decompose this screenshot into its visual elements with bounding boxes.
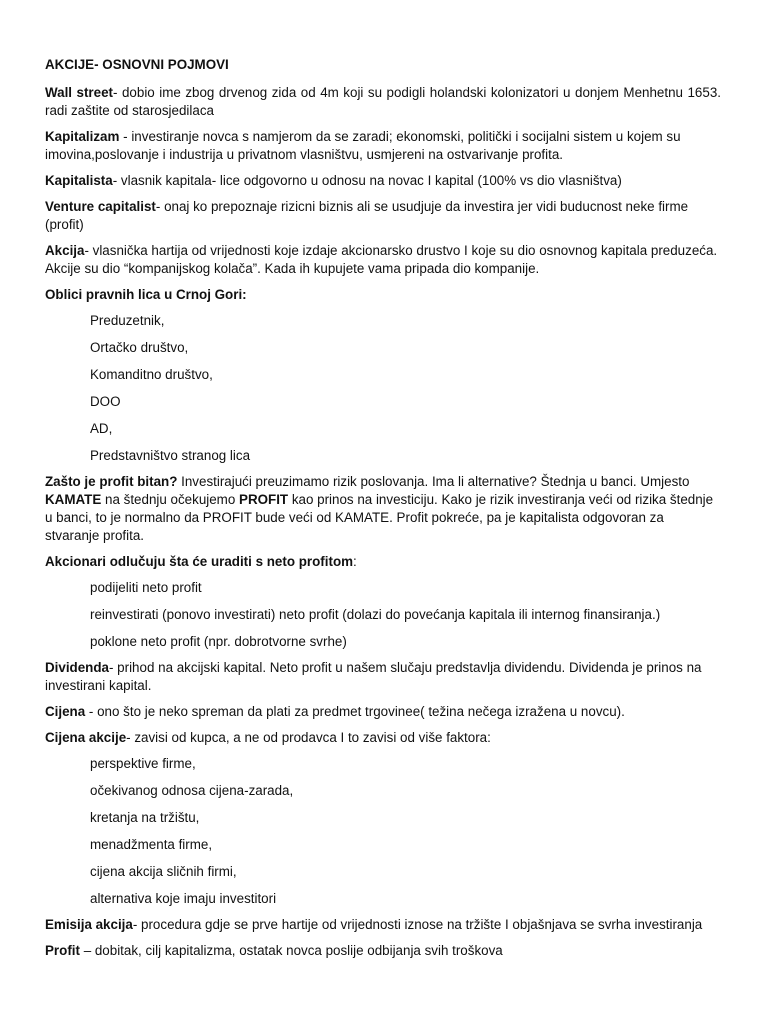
definition-kapitalista: - vlasnik kapitala- lice odgovorno u odnosu na novac I kapital (100% vs dio vlasništva)	[112, 173, 622, 188]
definition-wall-street: - dobio ime zbog drvenog zida od 4m koji su podigli holandski kolonizatori u donjem Menhetnu 1653. radi zaštite od starosjedilaca	[45, 85, 721, 118]
definition-kapitalizam: - investiranje novca s namjerom da se zaradi; ekonomski, politički i socijalni sistem u kojem su imovina,poslovanje i industrija u privatnom vlasništvu, usmjereni na ostvarivanje profita.	[45, 129, 681, 162]
definition-emisija: - procedura gdje se prve hartije od vrijednosti iznose na tržište I objašnjava se svrha investiranja	[132, 917, 703, 932]
list-item: menadžmenta firme,	[90, 837, 213, 852]
paragraph-cijena-akcije	[45, 729, 721, 747]
profit-bitan-text-3: kao prinos na investiciju. Kako je rizik investiranja veći od rizika štednje u banci, to je normalno da PROFIT bude veći od KAMATE. Profit pokreće, pa je kapitalista odgovoran za stvaranje profita.	[45, 492, 714, 543]
profit-bitan-profit: PROFIT	[239, 492, 289, 507]
list-item: DOO	[90, 394, 121, 409]
paragraph-profit	[45, 942, 721, 960]
heading-oblici	[45, 286, 721, 304]
term-dividenda: Dividenda	[45, 660, 109, 675]
definition-akcija: - vlasnička hartija od vrijednosti koje izdaje akcionarsko drustvo I koje su dio osnovnog kapitala preduzeća. Akcije su dio “kompanijskog kolača”. Kada ih kupujete vama pripada dio kompanije.	[45, 243, 718, 276]
term-emisija: Emisija akcija	[45, 917, 133, 932]
paragraph-kapitalizam	[45, 128, 721, 164]
paragraph-akcija	[45, 242, 721, 278]
list-oblici	[45, 312, 721, 465]
paragraph-kapitalista	[45, 172, 721, 190]
list-item: Komanditno društvo,	[90, 367, 213, 382]
definition-profit: – dobitak, cilj kapitalizma, ostatak novca poslije odbijanja svih troškova	[79, 943, 503, 958]
definition-venture: - onaj ko prepoznaje rizicni biznis ali se usudjuje da investira jer vidi buducnost neke firme (profit)	[45, 199, 689, 232]
term-kapitalizam: Kapitalizam	[45, 129, 120, 144]
profit-bitan-text-2: na štednju očekujemo	[101, 492, 240, 507]
profit-bitan-kamate: KAMATE	[45, 492, 102, 507]
term-akcija: Akcija	[45, 243, 85, 258]
paragraph-cijena	[45, 703, 721, 721]
list-item: cijena akcija sličnih firmi,	[90, 864, 237, 879]
list-akcionari	[45, 579, 721, 651]
definition-cijena: - ono što je neko spreman da plati za predmet trgovinee( težina nečega izražena u novcu).	[85, 704, 625, 719]
list-item: očekivanog odnosa cijena-zarada,	[90, 783, 294, 798]
term-profit: Profit	[45, 943, 80, 958]
heading-akcionari	[45, 553, 721, 571]
paragraph-profit-bitan	[45, 473, 721, 545]
list-item: reinvestirati (ponovo investirati) neto profit (dolazi do povećanja kapitala ili internog finansiranja.)	[90, 607, 661, 622]
akcionari-colon: :	[353, 554, 357, 569]
list-item: Preduzetnik,	[90, 313, 165, 328]
term-venture: Venture capitalist	[45, 199, 156, 214]
document-title: AKCIJE- OSNOVNI POJMOVI	[45, 57, 229, 72]
list-item: Ortačko društvo,	[90, 340, 189, 355]
list-item: perspektive firme,	[90, 756, 196, 771]
term-oblici: Oblici pravnih lica u Crnoj Gori:	[45, 287, 247, 302]
list-item: AD,	[90, 421, 113, 436]
definition-dividenda: - prihod na akcijski kapital. Neto profit u našem slučaju predstavlja dividendu. Dividenda je prinos na investirani kapital.	[45, 660, 702, 693]
list-item: poklone neto profit (npr. dobrotvorne svrhe)	[90, 634, 347, 649]
definition-cijena-akcije: - zavisi od kupca, a ne od prodavca I to zavisi od više faktora:	[126, 730, 491, 745]
paragraph-wall-street	[45, 84, 721, 120]
term-kapitalista: Kapitalista	[45, 173, 113, 188]
term-wall-street: Wall street	[45, 85, 114, 100]
term-profit-bitan: Zašto je profit bitan?	[45, 474, 178, 489]
term-akcionari: Akcionari odlučuju šta će uraditi s neto profitom	[45, 554, 354, 569]
paragraph-emisija	[45, 916, 721, 934]
term-cijena-akcije: Cijena akcije	[45, 730, 127, 745]
list-item: kretanja na tržištu,	[90, 810, 200, 825]
paragraph-venture	[45, 198, 721, 234]
document-body	[45, 56, 721, 968]
profit-bitan-text-1: Investirajući preuzimamo rizik poslovanja. Ima li alternative? Štednja u banci. Umjesto	[177, 474, 690, 489]
list-cijena-akcije	[45, 755, 721, 908]
list-item: alternativa koje imaju investitori	[90, 891, 277, 906]
list-item: podijeliti neto profit	[90, 580, 202, 595]
paragraph-dividenda	[45, 659, 721, 695]
term-cijena: Cijena	[45, 704, 86, 719]
list-item: Predstavništvo stranog lica	[90, 448, 251, 463]
